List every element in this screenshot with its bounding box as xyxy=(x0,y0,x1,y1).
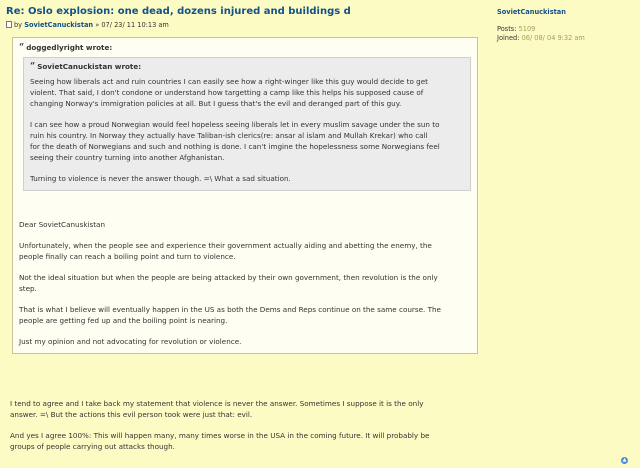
back-to-top-icon[interactable]: ▲ xyxy=(622,457,627,463)
text-line: And yes I agree 100%: This will happen many, many times worse in the USA in the coming future. It will probably be xyxy=(10,431,430,440)
author-line xyxy=(6,21,488,29)
post-icon[interactable] xyxy=(6,21,12,28)
paragraph xyxy=(19,219,471,230)
text-line: groups of people carrying out attacks though. xyxy=(10,442,175,451)
text-line: Seeing how liberals act and ruin countries I can easily see how a right-winger like this guy would decide to get xyxy=(30,77,428,86)
inner-quote-cite xyxy=(30,62,464,72)
text-line: Not the ideal situation but when the people are being attacked by their own government, then revolution is the only xyxy=(19,273,438,282)
text-line: Turning to violence is never the answer though. =\ What a sad situation. xyxy=(30,174,291,183)
paragraph xyxy=(19,240,471,262)
paragraph xyxy=(19,272,471,294)
inner-quote xyxy=(23,57,471,191)
text-line: people are getting fed up and the boiling point is nearing. xyxy=(19,316,228,325)
paragraph xyxy=(30,173,464,184)
text-line: seeing their country turning into another Afghanistan. xyxy=(30,153,225,162)
reply-text xyxy=(10,398,610,452)
text-line: people finally can reach a boiling point and turn to violence. xyxy=(19,252,236,261)
text-line: answer. =\ But the actions this evil person took were just that: evil. xyxy=(10,410,253,419)
text-line: Just my opinion and not advocating for revolution or violence. xyxy=(19,337,242,346)
text-line: I tend to agree and I take back my statement that violence is never the answer. Sometimes I suppose it is the only xyxy=(10,399,424,408)
profile-username[interactable]: SovietCanuckistan xyxy=(497,8,566,16)
post-title[interactable]: Re: Oslo explosion: one dead, dozens injured and buildings d xyxy=(6,6,351,17)
post-body xyxy=(6,6,488,354)
outer-quote-text xyxy=(19,219,471,347)
text-line: step. xyxy=(19,284,37,293)
author-profile xyxy=(497,8,637,43)
posts-label: Posts: xyxy=(497,25,517,33)
text-line: I can see how a proud Norwegian would feel hopeless seeing liberals let in every muslim savage under the sun to xyxy=(30,120,440,129)
posts-count: 5109 xyxy=(518,25,536,33)
paragraph xyxy=(30,119,464,163)
text-line: changing Norway's immigration policies at all. But I guess that's the evil and deranged part of this guy. xyxy=(30,99,402,108)
inner-quote-author: SovietCanuckistan wrote: xyxy=(37,62,142,71)
joined-label: Joined: xyxy=(497,34,520,42)
text-line: ruin his country. In Norway they actually have Taliban-ish clerics(re: ansar al islam and Mullah Krekar) who call xyxy=(30,131,428,140)
inner-quote-text xyxy=(30,76,464,184)
text-line: That is what I believe will eventually happen in the US as both the Dems and Reps continue on the same course. The xyxy=(19,305,441,314)
quote-icon: “ xyxy=(19,43,25,53)
text-line: Dear SovietCanuskistan xyxy=(19,220,106,229)
post-date: » 07/ 23/ 11 10:13 am xyxy=(95,21,169,29)
paragraph xyxy=(19,304,471,326)
paragraph xyxy=(10,430,610,452)
text-line: for the death of Norwegians and such and nothing is done. I can't imgine the hopelessness some Norwegians feel xyxy=(30,142,440,151)
quote-icon: “ xyxy=(30,62,36,72)
text-line: violent. That said, I don't condone or understand how targetting a camp like this helps his supposed cause of xyxy=(30,88,424,97)
outer-quote-author: doggedlyright wrote: xyxy=(26,43,113,52)
joined-date: 06/ 08/ 04 9:32 am xyxy=(521,34,585,42)
by-label: by xyxy=(14,21,23,29)
text-line: Unfortunately, when the people see and experience their government actually aiding and abetting the enemy, the xyxy=(19,241,432,250)
paragraph xyxy=(19,336,471,347)
outer-quote xyxy=(12,37,478,354)
paragraph xyxy=(10,398,610,420)
author-link[interactable]: SovietCanuckistan xyxy=(24,21,94,29)
outer-quote-cite xyxy=(19,43,471,53)
paragraph xyxy=(30,76,464,109)
